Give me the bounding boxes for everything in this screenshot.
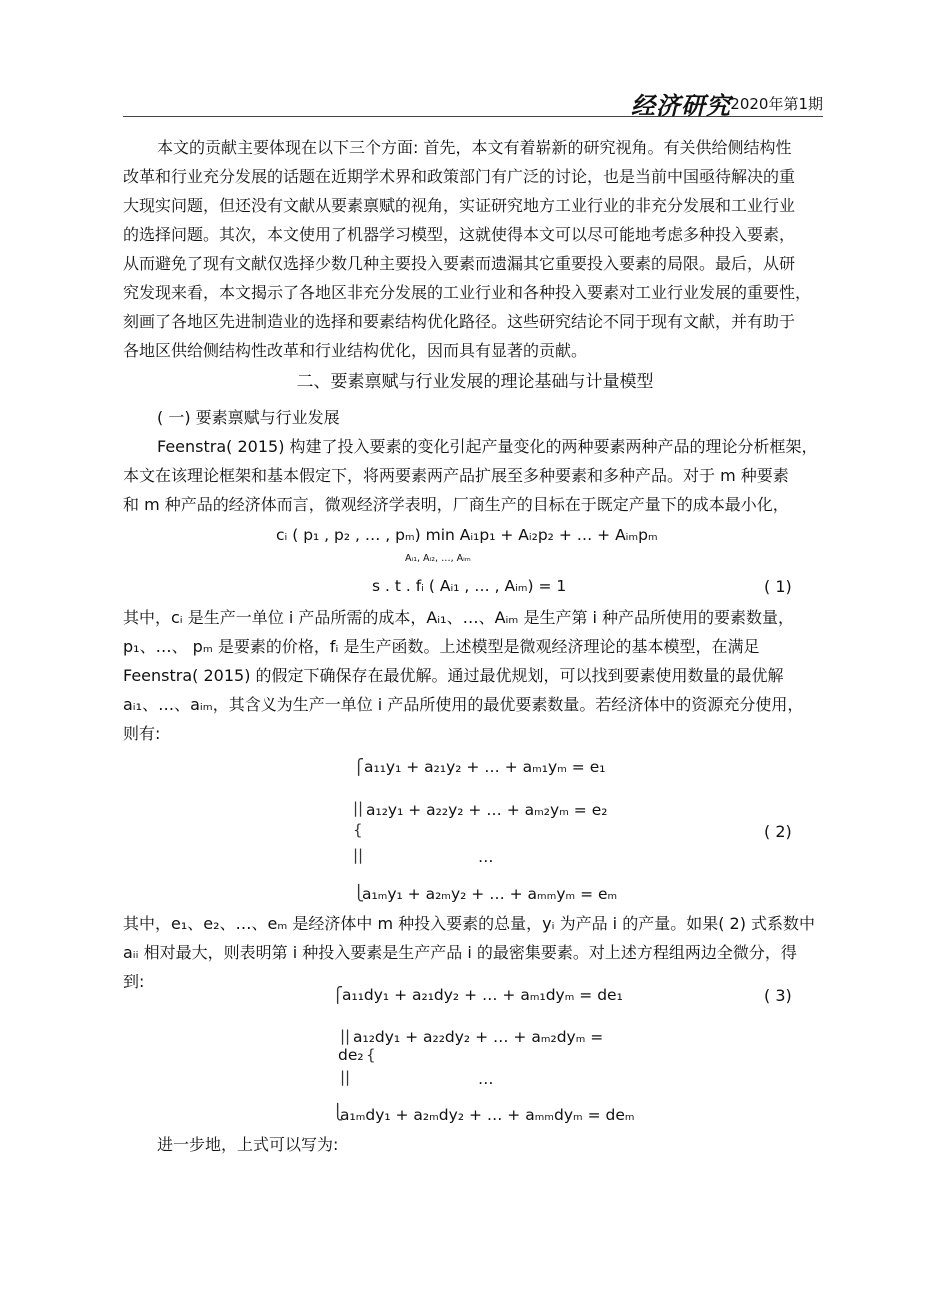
text-line: Feenstra( 2015) 的假定下确保存在最优解。通过最优规划，可以找到要素使用数量的最优解 — [123, 666, 784, 685]
section-title: 二、要素禀赋与行业发展的理论基础与计量模型 — [296, 372, 654, 392]
equation-2-row-2: a₁₂y₁ + a₂₂y₂ + … + aₘ₂yₘ = e₂ — [366, 801, 608, 819]
brace-top-icon: ⎧ — [332, 986, 344, 1004]
equation-3-row-4: a₁ₘdy₁ + a₂ₘdy₂ + … + aₘₘdyₘ = deₘ — [340, 1106, 635, 1124]
equation-2-row-4: a₁ₘy₁ + a₂ₘy₂ + … + aₘₘyₘ = eₘ — [362, 885, 618, 903]
text-line: 大现实问题，但还没有文献从要素禀赋的视角，实证研究地方工业行业的非充分发展和工业行业 — [123, 196, 796, 215]
text-line: 各地区供给侧结构性改革和行业结构优化，因而具有显著的贡献。 — [123, 341, 588, 360]
intro-paragraph — [123, 133, 833, 365]
text-line: p₁、…、 pₘ 是要素的价格，fᵢ 是生产函数。上述模型是微观经济理论的基本模型，在满足 — [123, 637, 760, 656]
text-line: Feenstra( 2015) 构建了投入要素的变化引起产量变化的两种要素两种产品的理论分析框架， — [157, 437, 818, 456]
equation-1-line-1: cᵢ ( p₁ , p₂ , … , pₘ) min Aᵢ₁p₁ + Aᵢ₂p₂ + … + Aᵢₘpₘ — [276, 526, 658, 544]
journal-logo: 经济研究 — [631, 91, 731, 120]
text-line: 究发现来看，本文揭示了各地区非充分发展的工业行业和各种投入要素对工业行业发展的重要性， — [123, 283, 812, 302]
brace-bar-icon: || — [340, 1027, 351, 1045]
text-line: 的选择问题。其次，本文使用了机器学习模型，这就使得本文可以尽可能地考虑多种投入要素， — [123, 225, 796, 244]
text-line: 到: — [123, 972, 145, 991]
text-line: 则有: — [123, 724, 161, 743]
text-line: 刻画了各地区先进制造业的选择和要素结构优化路径。这些研究结论不同于现有文献，并有助于 — [123, 312, 796, 331]
equation-1-subscript: Aᵢ₁, Aᵢ₂, …, Aᵢₘ — [405, 553, 471, 564]
subsection-title: ( 一) 要素禀赋与行业发展 — [157, 408, 340, 427]
text-line: 改革和行业充分发展的话题在近期学术界和政策部门有广泛的讨论，也是当前中国亟待解决的重 — [123, 167, 796, 186]
brace-top-icon: ⎧ — [353, 758, 365, 776]
text-line: 从而避免了现有文献仅选择少数几种主要投入要素而遗漏其它重要投入要素的局限。最后，从研 — [123, 254, 796, 273]
closing-paragraph — [123, 1130, 833, 1159]
brace-middle-icon: { — [366, 1046, 376, 1064]
text-line: 和 m 种产品的经济体而言，微观经济学表明，厂商生产的目标在于既定产量下的成本最小化， — [123, 495, 789, 514]
page-header — [123, 88, 823, 120]
equation-3-row-3: … — [478, 1070, 494, 1088]
brace-bar-icon: || — [340, 1068, 351, 1086]
paragraph-4 — [123, 909, 833, 996]
text-line: aᵢ₁、…、aᵢₘ，其含义为生产一单位 i 产品所使用的最优要素数量。若经济体中的资源充分使用， — [123, 695, 804, 714]
brace-bar-icon: || — [353, 846, 364, 864]
text-line: 本文的贡献主要体现在以下三个方面: 首先，本文有着崭新的研究视角。有关供给侧结构性 — [157, 138, 792, 157]
equation-3-row-2-rhs: de₂ — [338, 1046, 364, 1064]
text-line: 其中，cᵢ 是生产一单位 i 产品所需的成本，Aᵢ₁、…、Aᵢₘ 是生产第 i 种产品所使用的要素数量， — [123, 608, 795, 627]
equation-1-line-2: s . t . fᵢ ( Aᵢ₁ , … , Aᵢₘ) = 1 — [372, 577, 567, 595]
paragraph-3 — [123, 603, 833, 748]
equation-2-row-3: … — [478, 848, 494, 866]
paragraph-2 — [123, 403, 833, 519]
equation-1-number: ( 1) — [764, 577, 792, 596]
text-line: 进一步地，上式可以写为: — [157, 1135, 339, 1154]
brace-bar-icon: || — [353, 799, 364, 817]
equation-2-row-1: a₁₁y₁ + a₂₁y₂ + … + aₘ₁yₘ = e₁ — [364, 758, 606, 776]
equation-3-row-1: a₁₁dy₁ + a₂₁dy₂ + … + aₘ₁dyₘ = de₁ — [342, 986, 623, 1004]
text-line: 本文在该理论框架和基本假定下，将两要素两产品扩展至多种要素和多种产品。对于 m 种要素 — [123, 466, 789, 485]
equation-3-row-2: a₁₂dy₁ + a₂₂dy₂ + … + aₘ₂dyₘ = — [353, 1028, 604, 1046]
issue-label: 2020年第1期 — [730, 95, 823, 113]
equation-3-number: ( 3) — [764, 986, 792, 1005]
brace-middle-icon: { — [353, 821, 363, 839]
brace-bottom-icon: ⎩ — [353, 884, 365, 902]
text-line: 其中，e₁、e₂、…、eₘ 是经济体中 m 种投入要素的总量，yᵢ 为产品 i 的产量。如果( 2) 式系数中 — [123, 914, 816, 933]
brace-bottom-icon: ⎩ — [332, 1103, 344, 1121]
text-line: aᵢᵢ 相对最大，则表明第 i 种投入要素是生产产品 i 的最密集要素。对上述方程组两边全微分，得 — [123, 943, 797, 962]
equation-2-number: ( 2) — [764, 822, 792, 841]
